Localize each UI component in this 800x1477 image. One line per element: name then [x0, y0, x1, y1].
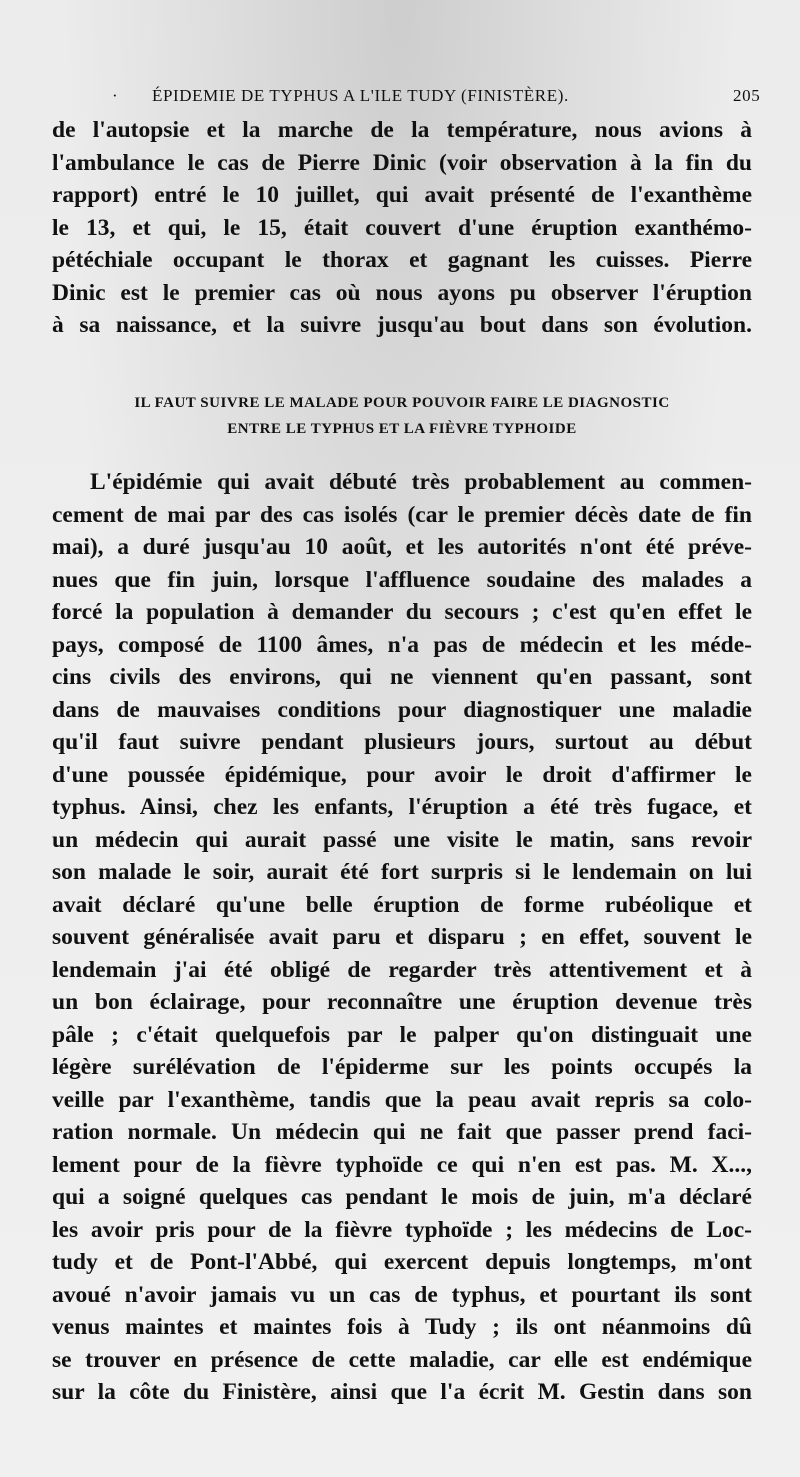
- text-line: qui a soigné quelques cas pendant le mois de juin, m'a déclaré: [52, 1184, 752, 1210]
- section-heading-line: ENTRE LE TYPHUS ET LA FIÈVRE TYPHOIDE: [227, 421, 577, 437]
- text-line: L'épidémie qui avait débuté très probablement au commen-: [90, 469, 752, 495]
- text-line: un bon éclairage, pour reconnaître une éruption devenue très: [52, 989, 752, 1015]
- text-line: pays, composé de 1100 âmes, n'a pas de médecin et les méde-: [52, 631, 752, 658]
- text-line: les avoir pris pour de la fièvre typhoïde ; les médecins de Loc-: [52, 1216, 752, 1243]
- running-head-bullet: ·: [112, 86, 119, 105]
- text-line: se trouver en présence de cette maladie, car elle est endémique: [52, 1346, 752, 1373]
- text-line: venus maintes et maintes fois à Tudy ; ils ont néanmoins dû: [52, 1314, 752, 1340]
- text-line: de l'autopsie et la marche de la température, nous avions à: [52, 117, 752, 143]
- text-line: le 13, et qui, le 15, était couvert d'une éruption exanthémo-: [52, 214, 752, 241]
- text-line: qu'il faut suivre pendant plusieurs jours, surtout au début: [52, 729, 752, 755]
- text-line: cement de mai par des cas isolés (car le premier décès date de fin: [52, 501, 752, 528]
- text-line: lement pour de la fièvre typhoïde ce qui n'en est pas. M. X...,: [52, 1151, 752, 1178]
- paragraph-epidemic: [52, 466, 752, 1409]
- text-line: forcé la population à demander du secours ; c'est qu'en effet le: [52, 599, 752, 625]
- text-line: ration normale. Un médecin qui ne fait que passer prend faci-: [52, 1119, 752, 1145]
- text-line: pétéchiale occupant le thorax et gagnant les cuisses. Pierre: [52, 247, 752, 273]
- running-head: [0, 86, 800, 110]
- paragraph-autopsy: [52, 114, 752, 342]
- page-number: 205: [733, 86, 761, 105]
- text-line: avoué n'avoir jamais vu un cas de typhus, et pourtant ils sont: [52, 1281, 752, 1308]
- text-line: son malade le soir, aurait été fort surpris si le lendemain on lui: [52, 859, 752, 885]
- text-line: l'ambulance le cas de Pierre Dinic (voir observation à la fin du: [52, 149, 752, 176]
- text-line: veille par l'exanthème, tandis que la peau avait repris sa colo-: [52, 1086, 752, 1113]
- section-heading: [52, 390, 752, 442]
- text-line: sur la côte du Finistère, ainsi que l'a écrit M. Gestin dans son: [52, 1379, 752, 1405]
- text-line: mai), a duré jusqu'au 10 août, et les autorités n'ont été préve-: [52, 534, 752, 560]
- text-line: cins civils des environs, qui ne viennent qu'en passant, sont: [52, 664, 752, 690]
- text-line: nues que fin juin, lorsque l'affluence soudaine des malades a: [52, 566, 752, 593]
- text-line: dans de mauvaises conditions pour diagnostiquer une maladie: [52, 696, 752, 723]
- text-line: lendemain j'ai été obligé de regarder très attentivement et à: [52, 956, 752, 983]
- text-line: Dinic est le premier cas où nous ayons pu observer l'éruption: [52, 279, 752, 306]
- text-line: un médecin qui aurait passé une visite le matin, sans revoir: [52, 826, 752, 853]
- running-head-title: ÉPIDEMIE DE TYPHUS A L'ILE TUDY (FINISTÈRE).: [152, 86, 569, 105]
- text-line: à sa naissance, et la suivre jusqu'au bout dans son évolution.: [52, 312, 752, 338]
- text-line: rapport) entré le 10 juillet, qui avait présenté de l'exanthème: [52, 182, 752, 208]
- text-line: pâle ; c'était quelquefois par le palper qu'on distinguait une: [52, 1021, 752, 1048]
- text-line: avait déclaré qu'une belle éruption de forme rubéolique et: [52, 891, 752, 918]
- section-heading-line: IL FAUT SUIVRE LE MALADE POUR POUVOIR FAIRE LE DIAGNOSTIC: [134, 395, 670, 411]
- text-line: typhus. Ainsi, chez les enfants, l'éruption a été très fugace, et: [52, 794, 752, 820]
- text-line: souvent généralisée avait paru et disparu ; en effet, souvent le: [52, 924, 752, 950]
- text-line: tudy et de Pont-l'Abbé, qui exercent depuis longtemps, m'ont: [52, 1249, 752, 1275]
- text-line: légère surélévation de l'épiderme sur les points occupés la: [52, 1054, 752, 1080]
- text-line: d'une poussée épidémique, pour avoir le droit d'affirmer le: [52, 761, 752, 788]
